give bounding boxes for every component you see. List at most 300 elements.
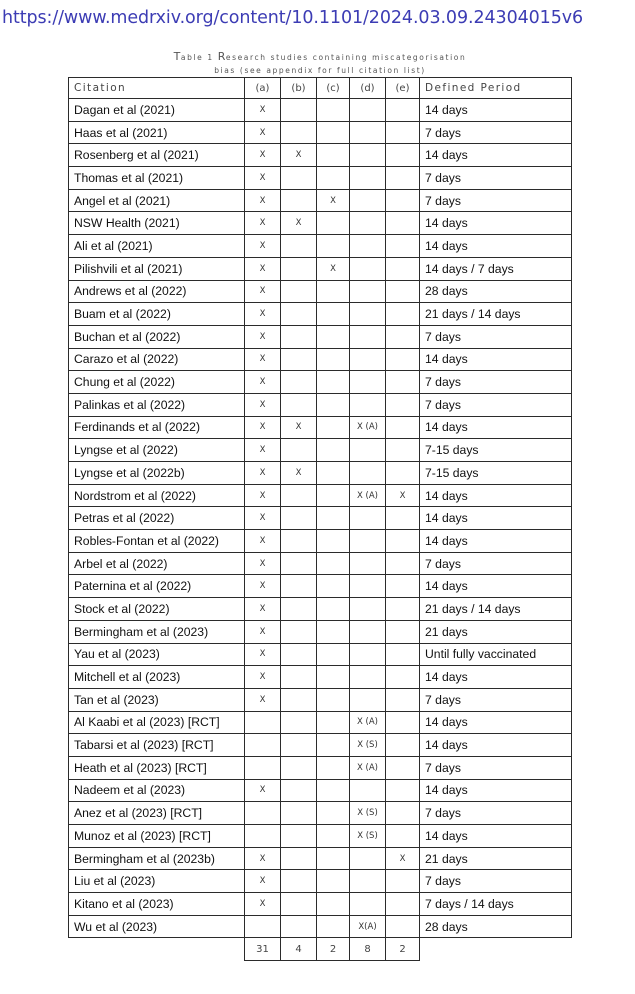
header-a: (a) bbox=[245, 78, 281, 99]
defined-period-cell: 14 days bbox=[420, 348, 572, 371]
col-c-cell: X bbox=[317, 189, 350, 212]
col-e-cell bbox=[386, 257, 420, 280]
total-a: 31 bbox=[245, 938, 281, 961]
col-e-cell bbox=[386, 825, 420, 848]
col-a-cell: X bbox=[245, 167, 281, 190]
col-e-cell bbox=[386, 99, 420, 122]
table-row bbox=[69, 167, 572, 190]
col-e-cell bbox=[386, 666, 420, 689]
col-b-cell bbox=[281, 439, 317, 462]
col-b-cell bbox=[281, 552, 317, 575]
col-c-cell bbox=[317, 620, 350, 643]
citation-cell: Haas et al (2021) bbox=[69, 121, 245, 144]
col-d-cell bbox=[350, 552, 386, 575]
col-a-cell: X bbox=[245, 507, 281, 530]
citation-cell: Tabarsi et al (2023) [RCT] bbox=[69, 734, 245, 757]
citation-cell: Mitchell et al (2023) bbox=[69, 666, 245, 689]
citation-cell: Ferdinands et al (2022) bbox=[69, 416, 245, 439]
table-row bbox=[69, 643, 572, 666]
col-a-cell: X bbox=[245, 121, 281, 144]
col-d-cell bbox=[350, 462, 386, 485]
col-a-cell: X bbox=[245, 893, 281, 916]
col-e-cell bbox=[386, 734, 420, 757]
col-d-cell bbox=[350, 598, 386, 621]
table-row bbox=[69, 507, 572, 530]
col-b-cell bbox=[281, 688, 317, 711]
table-row bbox=[69, 348, 572, 371]
col-a-cell: X bbox=[245, 575, 281, 598]
defined-period-cell: 14 days bbox=[420, 825, 572, 848]
citation-cell: Pilishvili et al (2021) bbox=[69, 257, 245, 280]
col-c-cell bbox=[317, 598, 350, 621]
col-b-cell bbox=[281, 371, 317, 394]
citation-cell: Anez et al (2023) [RCT] bbox=[69, 802, 245, 825]
col-c-cell bbox=[317, 144, 350, 167]
col-b-cell bbox=[281, 666, 317, 689]
col-b-cell bbox=[281, 915, 317, 938]
defined-period-cell: 7-15 days bbox=[420, 462, 572, 485]
col-a-cell: X bbox=[245, 462, 281, 485]
defined-period-cell: 14 days bbox=[420, 530, 572, 553]
defined-period-cell: 21 days bbox=[420, 620, 572, 643]
total-c: 2 bbox=[317, 938, 350, 961]
table-row bbox=[69, 462, 572, 485]
header-d: (d) bbox=[350, 78, 386, 99]
col-b-cell bbox=[281, 303, 317, 326]
col-d-cell bbox=[350, 121, 386, 144]
col-c-cell bbox=[317, 439, 350, 462]
col-d-cell bbox=[350, 235, 386, 258]
col-a-cell: X bbox=[245, 144, 281, 167]
table-row bbox=[69, 915, 572, 938]
col-a-cell: X bbox=[245, 439, 281, 462]
col-d-cell: X (S) bbox=[350, 802, 386, 825]
defined-period-cell: 7 days bbox=[420, 552, 572, 575]
col-a-cell: X bbox=[245, 235, 281, 258]
defined-period-cell: 14 days bbox=[420, 666, 572, 689]
citation-cell: Munoz et al (2023) [RCT] bbox=[69, 825, 245, 848]
table-row bbox=[69, 484, 572, 507]
col-c-cell bbox=[317, 530, 350, 553]
table-row bbox=[69, 530, 572, 553]
col-c-cell bbox=[317, 325, 350, 348]
defined-period-cell: 14 days bbox=[420, 144, 572, 167]
col-b-cell bbox=[281, 530, 317, 553]
col-e-cell: X bbox=[386, 484, 420, 507]
defined-period-cell: 7 days bbox=[420, 802, 572, 825]
col-b-cell bbox=[281, 825, 317, 848]
col-b-cell bbox=[281, 847, 317, 870]
defined-period-cell: 21 days / 14 days bbox=[420, 598, 572, 621]
col-b-cell bbox=[281, 779, 317, 802]
col-b-cell: X bbox=[281, 144, 317, 167]
table-row bbox=[69, 121, 572, 144]
col-d-cell bbox=[350, 688, 386, 711]
citation-cell: Dagan et al (2021) bbox=[69, 99, 245, 122]
col-a-cell: X bbox=[245, 303, 281, 326]
col-d-cell: X (S) bbox=[350, 825, 386, 848]
citation-cell: Kitano et al (2023) bbox=[69, 893, 245, 916]
table-row bbox=[69, 847, 572, 870]
col-a-cell: X bbox=[245, 484, 281, 507]
col-a-cell: X bbox=[245, 371, 281, 394]
col-e-cell bbox=[386, 348, 420, 371]
col-a-cell bbox=[245, 711, 281, 734]
col-c-cell bbox=[317, 507, 350, 530]
table-row bbox=[69, 144, 572, 167]
col-b-cell: X bbox=[281, 212, 317, 235]
table-row bbox=[69, 825, 572, 848]
col-d-cell bbox=[350, 439, 386, 462]
citation-cell: Paternina et al (2022) bbox=[69, 575, 245, 598]
citation-cell: Liu et al (2023) bbox=[69, 870, 245, 893]
citation-cell: Heath et al (2023) [RCT] bbox=[69, 756, 245, 779]
caption-line-2: bias (see appendix for full citation list) bbox=[214, 66, 426, 75]
defined-period-cell: 7 days bbox=[420, 393, 572, 416]
col-b-cell: X bbox=[281, 462, 317, 485]
col-a-cell: X bbox=[245, 416, 281, 439]
defined-period-cell: 28 days bbox=[420, 280, 572, 303]
col-b-cell bbox=[281, 189, 317, 212]
citation-cell: Petras et al (2022) bbox=[69, 507, 245, 530]
col-c-cell bbox=[317, 462, 350, 485]
col-b-cell bbox=[281, 598, 317, 621]
defined-period-cell: 7 days bbox=[420, 189, 572, 212]
citation-cell: NSW Health (2021) bbox=[69, 212, 245, 235]
col-a-cell bbox=[245, 802, 281, 825]
col-d-cell bbox=[350, 144, 386, 167]
defined-period-cell: 7 days bbox=[420, 371, 572, 394]
col-c-cell bbox=[317, 416, 350, 439]
defined-period-cell: 7 days bbox=[420, 870, 572, 893]
col-d-cell: X (S) bbox=[350, 734, 386, 757]
col-c-cell bbox=[317, 643, 350, 666]
col-e-cell bbox=[386, 779, 420, 802]
citation-cell: Buam et al (2022) bbox=[69, 303, 245, 326]
col-b-cell bbox=[281, 121, 317, 144]
defined-period-cell: 21 days bbox=[420, 847, 572, 870]
col-b-cell bbox=[281, 575, 317, 598]
col-d-cell bbox=[350, 348, 386, 371]
col-c-cell bbox=[317, 734, 350, 757]
citation-cell: Nordstrom et al (2022) bbox=[69, 484, 245, 507]
table-row bbox=[69, 779, 572, 802]
col-c-cell bbox=[317, 348, 350, 371]
document-url: https://www.medrxiv.org/content/10.1101/2024.03.09.24304015v6 bbox=[2, 8, 584, 28]
col-d-cell bbox=[350, 280, 386, 303]
col-a-cell bbox=[245, 756, 281, 779]
defined-period-cell: 14 days bbox=[420, 212, 572, 235]
col-b-cell bbox=[281, 167, 317, 190]
col-c-cell bbox=[317, 575, 350, 598]
col-e-cell bbox=[386, 235, 420, 258]
citation-cell: Angel et al (2021) bbox=[69, 189, 245, 212]
table-row bbox=[69, 552, 572, 575]
col-e-cell bbox=[386, 756, 420, 779]
header-b: (b) bbox=[281, 78, 317, 99]
header-e: (e) bbox=[386, 78, 420, 99]
defined-period-cell: 7 days / 14 days bbox=[420, 893, 572, 916]
col-c-cell bbox=[317, 303, 350, 326]
col-e-cell bbox=[386, 893, 420, 916]
col-a-cell: X bbox=[245, 666, 281, 689]
table-row bbox=[69, 734, 572, 757]
col-b-cell bbox=[281, 348, 317, 371]
col-d-cell: X (A) bbox=[350, 756, 386, 779]
col-c-cell bbox=[317, 552, 350, 575]
col-c-cell bbox=[317, 393, 350, 416]
col-a-cell: X bbox=[245, 280, 281, 303]
col-d-cell bbox=[350, 575, 386, 598]
defined-period-cell: 21 days / 14 days bbox=[420, 303, 572, 326]
citation-cell: Buchan et al (2022) bbox=[69, 325, 245, 348]
col-b-cell bbox=[281, 507, 317, 530]
table-row bbox=[69, 802, 572, 825]
citation-cell: Wu et al (2023) bbox=[69, 915, 245, 938]
defined-period-cell: 28 days bbox=[420, 915, 572, 938]
col-d-cell bbox=[350, 303, 386, 326]
col-c-cell bbox=[317, 893, 350, 916]
defined-period-cell: 14 days bbox=[420, 507, 572, 530]
col-b-cell bbox=[281, 802, 317, 825]
defined-period-cell: 14 days / 7 days bbox=[420, 257, 572, 280]
col-a-cell: X bbox=[245, 99, 281, 122]
citation-cell: Thomas et al (2021) bbox=[69, 167, 245, 190]
table-row bbox=[69, 756, 572, 779]
col-c-cell bbox=[317, 167, 350, 190]
col-b-cell bbox=[281, 325, 317, 348]
citation-cell: Stock et al (2022) bbox=[69, 598, 245, 621]
defined-period-cell: 14 days bbox=[420, 779, 572, 802]
col-b-cell bbox=[281, 257, 317, 280]
citation-cell: Lyngse et al (2022) bbox=[69, 439, 245, 462]
defined-period-cell: 14 days bbox=[420, 575, 572, 598]
col-b-cell bbox=[281, 620, 317, 643]
col-d-cell bbox=[350, 99, 386, 122]
col-a-cell: X bbox=[245, 530, 281, 553]
col-a-cell bbox=[245, 734, 281, 757]
col-b-cell bbox=[281, 711, 317, 734]
col-e-cell bbox=[386, 552, 420, 575]
studies-table bbox=[68, 77, 572, 961]
col-d-cell bbox=[350, 371, 386, 394]
col-d-cell bbox=[350, 643, 386, 666]
col-c-cell bbox=[317, 666, 350, 689]
table-row bbox=[69, 303, 572, 326]
col-b-cell bbox=[281, 235, 317, 258]
col-d-cell: X (A) bbox=[350, 416, 386, 439]
col-b-cell bbox=[281, 484, 317, 507]
totals-row bbox=[69, 938, 572, 961]
citation-cell: Bermingham et al (2023) bbox=[69, 620, 245, 643]
table-row bbox=[69, 620, 572, 643]
col-a-cell: X bbox=[245, 212, 281, 235]
table-row bbox=[69, 393, 572, 416]
col-a-cell: X bbox=[245, 643, 281, 666]
col-e-cell bbox=[386, 303, 420, 326]
col-b-cell bbox=[281, 280, 317, 303]
defined-period-cell: 7 days bbox=[420, 325, 572, 348]
table-row bbox=[69, 257, 572, 280]
col-e-cell bbox=[386, 439, 420, 462]
col-d-cell bbox=[350, 507, 386, 530]
table-row bbox=[69, 688, 572, 711]
col-a-cell: X bbox=[245, 870, 281, 893]
col-d-cell bbox=[350, 530, 386, 553]
col-e-cell bbox=[386, 212, 420, 235]
citation-cell: Rosenberg et al (2021) bbox=[69, 144, 245, 167]
col-d-cell bbox=[350, 325, 386, 348]
table-row bbox=[69, 575, 572, 598]
table-row bbox=[69, 235, 572, 258]
table-header-row bbox=[69, 78, 572, 99]
defined-period-cell: 7-15 days bbox=[420, 439, 572, 462]
col-e-cell bbox=[386, 915, 420, 938]
defined-period-cell: 14 days bbox=[420, 734, 572, 757]
total-d: 8 bbox=[350, 938, 386, 961]
col-e-cell: X bbox=[386, 847, 420, 870]
col-a-cell: X bbox=[245, 620, 281, 643]
col-c-cell bbox=[317, 870, 350, 893]
table-row bbox=[69, 212, 572, 235]
col-e-cell bbox=[386, 167, 420, 190]
table-row bbox=[69, 325, 572, 348]
col-b-cell bbox=[281, 643, 317, 666]
table-row bbox=[69, 870, 572, 893]
col-d-cell bbox=[350, 167, 386, 190]
col-d-cell bbox=[350, 189, 386, 212]
citation-cell: Lyngse et al (2022b) bbox=[69, 462, 245, 485]
table-row bbox=[69, 371, 572, 394]
col-a-cell: X bbox=[245, 598, 281, 621]
total-e: 2 bbox=[386, 938, 420, 961]
col-d-cell: X (A) bbox=[350, 484, 386, 507]
citation-cell: Bermingham et al (2023b) bbox=[69, 847, 245, 870]
table-row bbox=[69, 280, 572, 303]
citation-cell: Ali et al (2021) bbox=[69, 235, 245, 258]
citation-cell: Nadeem et al (2023) bbox=[69, 779, 245, 802]
col-e-cell bbox=[386, 620, 420, 643]
col-b-cell bbox=[281, 756, 317, 779]
defined-period-cell: 14 days bbox=[420, 711, 572, 734]
table-row bbox=[69, 99, 572, 122]
col-a-cell: X bbox=[245, 552, 281, 575]
citation-cell: Andrews et al (2022) bbox=[69, 280, 245, 303]
col-c-cell bbox=[317, 802, 350, 825]
col-a-cell: X bbox=[245, 847, 281, 870]
col-a-cell: X bbox=[245, 325, 281, 348]
citation-cell: Al Kaabi et al (2023) [RCT] bbox=[69, 711, 245, 734]
col-a-cell: X bbox=[245, 779, 281, 802]
citation-cell: Yau et al (2023) bbox=[69, 643, 245, 666]
col-c-cell bbox=[317, 779, 350, 802]
col-e-cell bbox=[386, 280, 420, 303]
table-row bbox=[69, 416, 572, 439]
col-a-cell: X bbox=[245, 688, 281, 711]
col-c-cell bbox=[317, 280, 350, 303]
col-a-cell: X bbox=[245, 257, 281, 280]
col-e-cell bbox=[386, 711, 420, 734]
header-defined-period: Defined Period bbox=[420, 78, 572, 99]
totals-spacer bbox=[69, 938, 245, 961]
col-e-cell bbox=[386, 393, 420, 416]
col-c-cell bbox=[317, 825, 350, 848]
col-b-cell bbox=[281, 870, 317, 893]
col-d-cell bbox=[350, 779, 386, 802]
defined-period-cell: 14 days bbox=[420, 416, 572, 439]
col-e-cell bbox=[386, 144, 420, 167]
col-e-cell bbox=[386, 688, 420, 711]
col-e-cell bbox=[386, 575, 420, 598]
col-d-cell: X (A) bbox=[350, 711, 386, 734]
defined-period-cell: 14 days bbox=[420, 99, 572, 122]
col-d-cell bbox=[350, 257, 386, 280]
col-e-cell bbox=[386, 189, 420, 212]
defined-period-cell: 7 days bbox=[420, 688, 572, 711]
col-e-cell bbox=[386, 462, 420, 485]
caption-line-1: Table 1 Research studies containing miscategorisation bbox=[173, 50, 467, 63]
col-d-cell bbox=[350, 893, 386, 916]
col-b-cell bbox=[281, 393, 317, 416]
col-d-cell bbox=[350, 212, 386, 235]
col-e-cell bbox=[386, 325, 420, 348]
citation-cell: Palinkas et al (2022) bbox=[69, 393, 245, 416]
col-c-cell bbox=[317, 235, 350, 258]
col-c-cell bbox=[317, 688, 350, 711]
defined-period-cell: Until fully vaccinated bbox=[420, 643, 572, 666]
col-e-cell bbox=[386, 643, 420, 666]
col-c-cell bbox=[317, 121, 350, 144]
col-d-cell: X(A) bbox=[350, 915, 386, 938]
col-e-cell bbox=[386, 530, 420, 553]
defined-period-cell: 7 days bbox=[420, 756, 572, 779]
col-e-cell bbox=[386, 870, 420, 893]
table-row bbox=[69, 666, 572, 689]
col-c-cell bbox=[317, 371, 350, 394]
table-row bbox=[69, 711, 572, 734]
col-b-cell bbox=[281, 99, 317, 122]
col-e-cell bbox=[386, 371, 420, 394]
col-d-cell bbox=[350, 870, 386, 893]
header-citation: Citation bbox=[69, 78, 245, 99]
table-row bbox=[69, 893, 572, 916]
col-e-cell bbox=[386, 416, 420, 439]
citation-cell: Carazo et al (2022) bbox=[69, 348, 245, 371]
citation-cell: Arbel et al (2022) bbox=[69, 552, 245, 575]
col-c-cell bbox=[317, 847, 350, 870]
col-c-cell bbox=[317, 212, 350, 235]
col-b-cell bbox=[281, 893, 317, 916]
col-d-cell bbox=[350, 666, 386, 689]
table-caption bbox=[68, 50, 572, 77]
col-c-cell bbox=[317, 711, 350, 734]
col-b-cell bbox=[281, 734, 317, 757]
col-d-cell bbox=[350, 847, 386, 870]
defined-period-cell: 7 days bbox=[420, 121, 572, 144]
col-a-cell bbox=[245, 825, 281, 848]
col-a-cell: X bbox=[245, 348, 281, 371]
totals-spacer-right bbox=[420, 938, 572, 961]
col-c-cell bbox=[317, 484, 350, 507]
defined-period-cell: 7 days bbox=[420, 167, 572, 190]
col-e-cell bbox=[386, 121, 420, 144]
table-row bbox=[69, 439, 572, 462]
col-c-cell: X bbox=[317, 257, 350, 280]
citation-cell: Chung et al (2022) bbox=[69, 371, 245, 394]
defined-period-cell: 14 days bbox=[420, 235, 572, 258]
col-b-cell: X bbox=[281, 416, 317, 439]
total-b: 4 bbox=[281, 938, 317, 961]
